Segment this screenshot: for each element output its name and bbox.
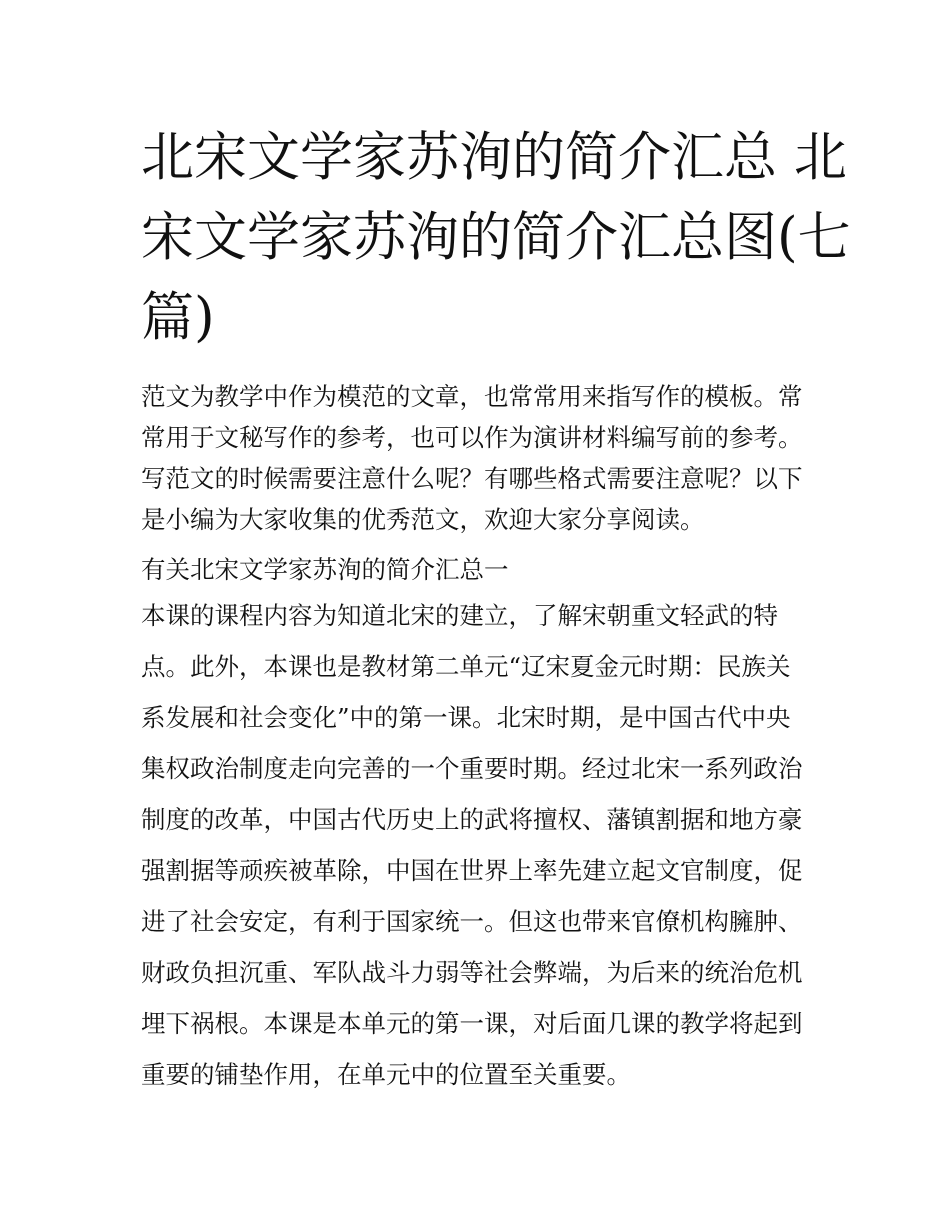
body-line: 本课的课程内容为知道北宋的建立，了解宋朝重文轻武的特 xyxy=(141,601,778,630)
body-line: 点。此外，本课也是教材第二单元“辽宋夏金元时期：民族关 xyxy=(141,652,791,681)
intro-line: 写范文的时候需要注意什么呢？有哪些格式需要注意呢？以下 xyxy=(141,464,803,493)
document-body xyxy=(141,376,821,1100)
body-line: 进了社会安定，有利于国家统一。但这也带来官僚机构臃肿、 xyxy=(141,907,803,936)
section-heading-text: 有关北宋文学家苏洵的简介汇总一 xyxy=(141,555,509,584)
intro-line: 范文为教学中作为模范的文章，也常常用来指写作的模板。常 xyxy=(141,382,803,411)
body-line: 埋下祸根。本课是本单元的第一课，对后面几课的教学将起到 xyxy=(141,1009,803,1038)
body-line: 制度的改革，中国古代历史上的武将擅权、藩镇割据和地方豪 xyxy=(141,805,803,834)
document-page xyxy=(141,118,851,1100)
body-line: 强割据等顽疾被革除，中国在世界上率先建立起文官制度，促 xyxy=(141,856,803,885)
intro-paragraph xyxy=(141,376,821,540)
intro-line: 常用于文秘写作的参考，也可以作为演讲材料编写前的参考。 xyxy=(141,423,803,452)
document-title xyxy=(141,118,851,358)
section-heading xyxy=(141,549,821,590)
body-paragraph xyxy=(141,590,821,1100)
intro-line: 是小编为大家收集的优秀范文，欢迎大家分享阅读。 xyxy=(141,505,705,534)
body-line: 财政负担沉重、军队战斗力弱等社会弊端，为后来的统治危机 xyxy=(141,958,803,987)
body-line: 集权政治制度走向完善的一个重要时期。经过北宋一系列政治 xyxy=(141,754,803,783)
title-line: 宋文学家苏洵的简介汇总图(七 xyxy=(141,207,851,268)
body-line: 重要的铺垫作用，在单元中的位置至关重要。 xyxy=(141,1060,631,1089)
title-line: 北宋文学家苏洵的简介汇总 北 xyxy=(141,127,847,188)
title-line: 篇) xyxy=(141,287,215,348)
body-line: 系发展和社会变化”中的第一课。北宋时期，是中国古代中央 xyxy=(141,703,791,732)
